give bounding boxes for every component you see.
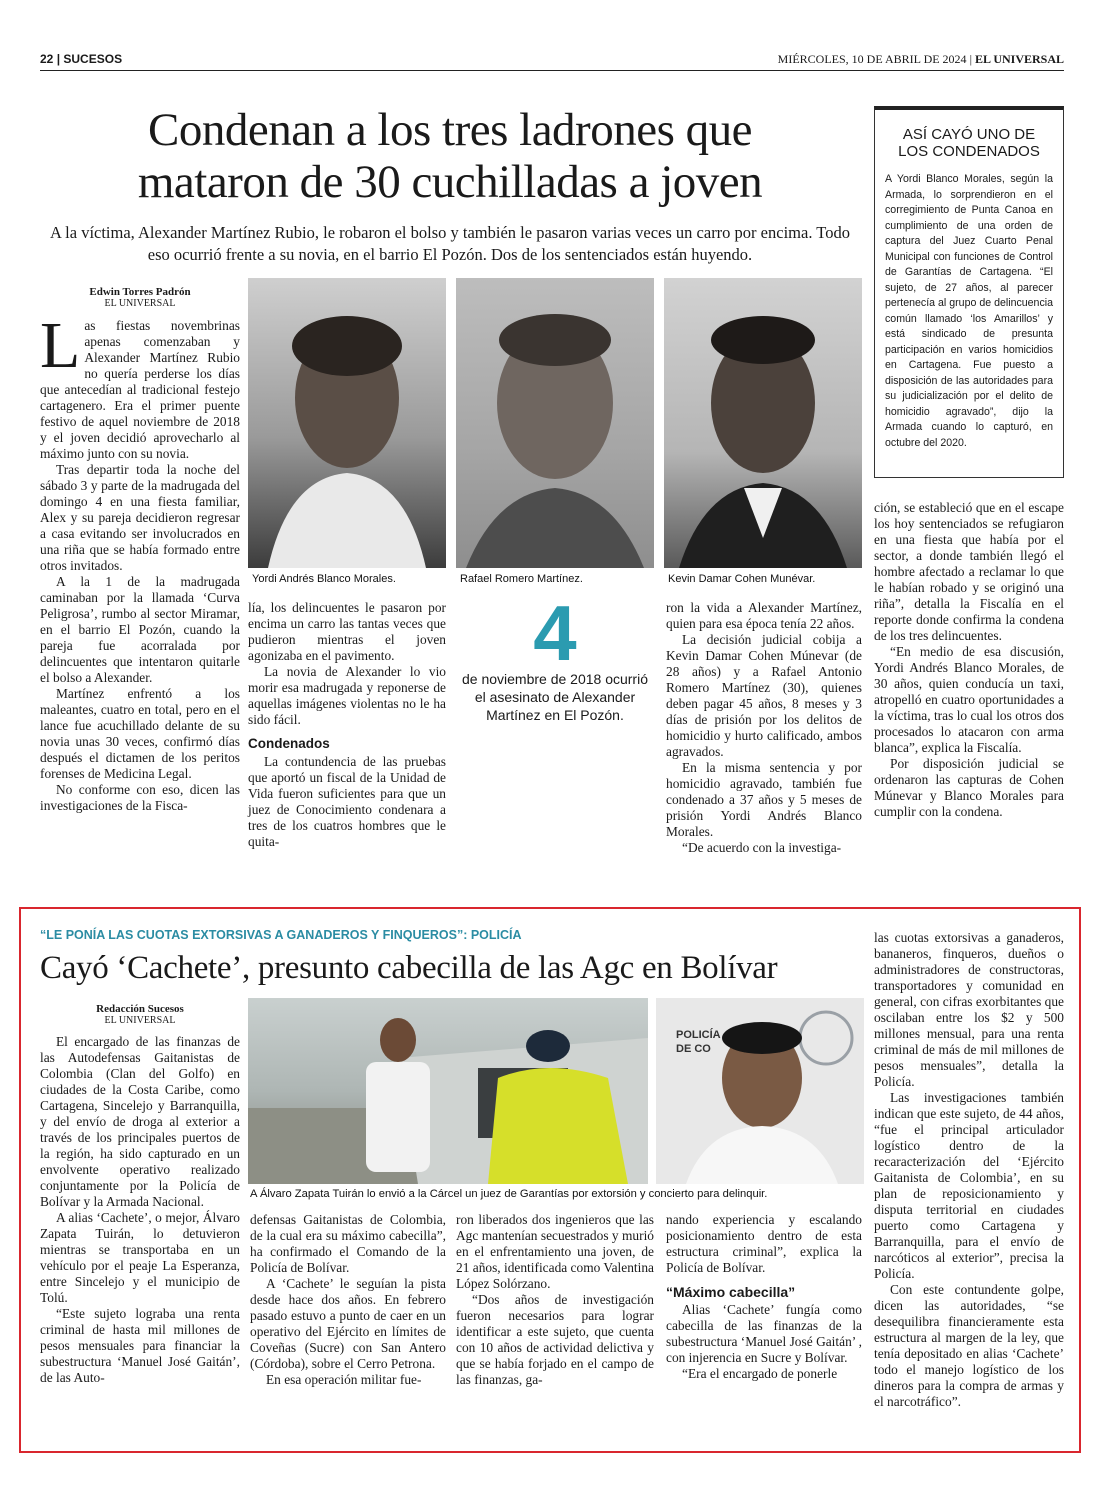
issue-date: MIÉRCOLES, 10 DE ABRIL DE 2024: [777, 52, 967, 66]
article2-col1: [40, 1034, 240, 1386]
article2-photo-caption: A Álvaro Zapata Tuirán lo envió a la Cárcel un juez de Garantías por extorsión y concierto para delinquir.: [250, 1188, 768, 1200]
paragraph: La contundencia de las pruebas que aportó un fiscal de la Unidad de Vida fueron suficientes para que un juez de Conocimiento condenara a tres de los cuatros hombres que le quita-: [248, 754, 446, 849]
byline-author: Redacción Sucesos: [96, 1003, 184, 1015]
paragraph: A ‘Cachete’ le seguían la pista desde hace dos años. En febrero pasado estuvo a punto de caer en un operativo del Ejército en límites de Coveñas (Sucre) con San Antero (Córdoba), sobre el Cerro Petrona.: [250, 1276, 446, 1371]
portrait-silhouette: [664, 278, 862, 568]
newspaper-name: EL UNIVERSAL: [974, 52, 1064, 66]
page-header-right: MIÉRCOLES, 10 DE ABRIL DE 2024 | EL UNIVERSAL: [777, 52, 1064, 66]
byline-author: Edwin Torres Padrón: [89, 286, 191, 298]
sidebar-text: A Yordi Blanco Morales, según la Armada, lo sorprendieron en el corregimiento de Punta Canoa en cumplimiento de una orden de captura del Juez Cuarto Penal Municipal con funciones de Control de Garantías de Cartagena. “El sujeto, de 27 años, al parecer pertenecía al grupo de delincuencia común llamado ‘los Amarillos’ y está sindicado de presunta participación en varios homicidios en Cartagena. Fue puesto a disposición de las autoridades para su judicialización por el delito de homicidio agravado”, dijo la Armada cuando lo capturó, en octubre del 2020.: [885, 173, 1053, 449]
paragraph: El encargado de las finanzas de las Autodefensas Gaitanistas de Colombia (Clan del Golfo) en ciudades de la Costa Caribe, como Cartagena, Sincelejo y Barranquilla, y del envío de droga al exterior a través de los principales puertos de la región, ha sido capturado en un envolvente operativo realizado conjuntamente por la Policía de Bolívar y la Armada Nacional.: [40, 1034, 240, 1209]
byline-org: EL UNIVERSAL: [104, 298, 176, 309]
dropcap: L: [40, 309, 81, 382]
paragraph: lía, los delincuentes le pasaron por encima un carro las tantas veces que pudieron mientras el joven agonizaba en el pavimento.: [248, 600, 446, 663]
paragraph: Con este contundente golpe, dicen las autoridades, “se desequilibra financieramente esta estructura al margen de la ley, que tenía depositado en alias ‘Cachete’ todo el manejo logístico de los dineros para la compra de armas y el narcotráfico”.: [874, 1282, 1064, 1409]
paragraph: La decisión judicial cobija a Kevin Damar Cohen Múnevar (de 28 años) y a Rafael Antonio Romero Martínez (30), quienes deben pagar 45 años, 8 meses y 3 días de prisión por los delitos de homicidio y hurto calificado, ambos agravados.: [666, 632, 862, 759]
section-name: SUCESOS: [63, 52, 123, 66]
paragraph: Alias ‘Cachete’ fungía como cabecilla de las finanzas de la subestructura ‘Manuel José Gaitán’ , con injerencia en Sucre y Bolívar.: [666, 1302, 862, 1365]
article2-col2: [250, 1212, 446, 1388]
stat-number: 4: [533, 589, 577, 677]
sidebar-title: ASÍ CAYÓ UNO DE LOS CONDENADOS: [898, 126, 1040, 160]
article1-col3: [666, 600, 862, 856]
paragraph: ron la vida a Alexander Martínez, quien para esa época tenía 22 años.: [666, 600, 862, 631]
page-header-left: 22 | SUCESOS: [40, 52, 123, 66]
photo-caption-kevin: Kevin Damar Cohen Munévar.: [668, 573, 816, 585]
paragraph: “Era el encargado de ponerle: [682, 1366, 838, 1381]
byline-org: EL UNIVERSAL: [104, 1015, 176, 1026]
article2-col3: [456, 1212, 654, 1388]
photo-rafael: [456, 278, 654, 568]
paragraph: A la 1 de la madrugada caminaban por la llamada ‘Curva Peligrosa’, rumbo al sector Miramar, en el barrio El Pozón, cuando la pareja fue acorralada por delincuentes que intentaron quitarle el bolso a Alexander.: [40, 574, 240, 685]
paragraph: “Dos años de investigación fueron necesarios para lograr identificar a este sujeto, que cuenta con 10 años de actividad delictiva y que se había forjado en el campo de las finanzas, ga-: [456, 1292, 654, 1387]
photo-mugshot: [656, 998, 864, 1184]
photo-caption-yordi: Yordi Andrés Blanco Morales.: [252, 573, 396, 585]
portrait-silhouette: [248, 278, 446, 568]
paragraph: las cuotas extorsivas a ganaderos, bananeros, finqueros, dueños o administradores de constructoras, transportadores y comunidad en general, con cifras exorbitantes que oscilaban entre los $2 y 500 millones mensual, para una renta criminal de más de mil millones de pesos mensuales”, detalla la Policía.: [874, 930, 1064, 1089]
mugshot-figure: [656, 998, 864, 1184]
article1-byline: [40, 286, 240, 309]
paragraph: En la misma sentencia y por homicidio agravado, también fue condenado a 37 años y 5 meses de prisión Yordi Andrés Blanco Morales.: [666, 760, 862, 839]
portrait-silhouette: [456, 278, 654, 568]
article1-col4: [874, 500, 1064, 820]
paragraph: La novia de Alexander lo vio morir esa madrugada y reponerse de aquellas imágenes violentas no le ha sido fácil.: [248, 664, 446, 727]
paragraph: Martínez enfrentó a los maleantes, cuatro en total, pero en el lance fue acuchillado delante de su novia unas 30 veces, confirmó días después el dictamen de los peritos forenses de Medicina Legal.: [40, 686, 240, 781]
photo-yordi: [248, 278, 446, 568]
article2-kicker: “LE PONÍA LAS CUOTAS EXTORSIVAS A GANADEROS Y FINQUEROS”: POLICÍA: [40, 928, 522, 942]
paragraph: ron liberados dos ingenieros que las Agc mantenían secuestrados y murió en el enfrentamiento una joven, de 21 años, identificada como Valentina López Solórzano.: [456, 1212, 654, 1291]
subhead-condenados: Condenados: [248, 736, 330, 751]
article1-col1: [40, 309, 240, 814]
arrest-scene: [248, 998, 648, 1184]
article2-byline: [40, 1003, 240, 1026]
photo-caption-rafael: Rafael Romero Martínez.: [460, 573, 583, 585]
paragraph: Las investigaciones también indican que este sujeto, de 44 años, “fue el principal articulador logístico dentro de la recaracterización del ‘Ejército Gaitanista de Colombia’, en su plan de reposicionamiento y disputa territorial en ciudades puerto como Cartagena y Barranquilla, para el envío de narcóticos al exterior”, precisa la Policía.: [874, 1090, 1064, 1281]
police-sign-text: POLICÍA DE CO: [676, 1029, 721, 1055]
photo-arrest: [248, 998, 648, 1184]
stat-callout: [456, 589, 654, 724]
paragraph: “En medio de esa discusión, Yordi Andrés Blanco Morales, de 30 años, quien conducía un taxi, atropelló en cuatro oportunidades a la víctima, tras lo cual los otros dos procesados lo atacaron con arma blanca”, explica la Fiscalía.: [874, 644, 1064, 755]
paragraph: En esa operación militar fue-: [266, 1372, 422, 1387]
header-rule: [40, 70, 1064, 71]
article1-headline: [40, 104, 860, 208]
stat-text: de noviembre de 2018 ocurrió el asesinato de Alexander Martínez en El Pozón.: [461, 671, 648, 723]
paragraph: ción, se estableció que en el escape los hoy sentenciados se refugiaron en una fiesta que había por el sector, a donde también llegó el hombre afectado a reclamar lo que le habían robado y se originó una riña”, detalla la Fiscalía en el reporte donde confirma la condena de los tres delincuentes.: [874, 500, 1064, 643]
paragraph: Tras departir toda la noche del sábado 3 y parte de la madrugada del domingo 4 en una fiesta familiar, Alex y su pareja decidieron regresar a casa evitando ser involucrados en una riña que se había formado entre otros invitados.: [40, 462, 240, 573]
article2-col5: [874, 930, 1064, 1410]
page-number: 22: [40, 52, 54, 66]
paragraph: Por disposición judicial se ordenaron las capturas de Cohen Múnevar y Blanco Morales para cumplir con la condena.: [874, 756, 1064, 819]
article2-col4: [666, 1212, 862, 1382]
paragraph: nando experiencia y escalando posicionamiento dentro de esta estructura criminal”, explica la Policía de Bolívar.: [666, 1212, 862, 1275]
article1-deck: A la víctima, Alexander Martínez Rubio, le robaron el bolso y también le pasaron varias veces un carro por encima. Todo eso ocurrió frente a su novia, en el barrio El Pozón. Dos de los sentenciados están huyendo.: [50, 223, 850, 264]
photo-kevin: [664, 278, 862, 568]
article2-headline: Cayó ‘Cachete’, presunto cabecilla de las Agc en Bolívar: [40, 950, 778, 986]
paragraph: “Este sujeto lograba una renta criminal de hasta mil millones de pesos mensuales para financiar la subestructura ‘Manuel José Gaitán’, de las Auto-: [40, 1306, 240, 1385]
paragraph: No conforme con eso, dicen las investigaciones de la Fisca-: [40, 782, 240, 813]
subhead-maximo-cabecilla: “Máximo cabecilla”: [666, 1284, 796, 1300]
headline-line-2: mataron de 30 cuchilladas a joven: [137, 156, 763, 208]
paragraph: as fiestas novembrinas apenas comenzaban y Alexander Martínez Rubio no quería perderse los días que antecedían al tradicional festejo cartagenero. Era el primer puente festivo de aquel noviembre de 2018 y el joven decidió aprovecharlo al máximo junto con su novia.: [40, 318, 240, 461]
sidebar-box: [874, 106, 1064, 478]
paragraph: “De acuerdo con la investiga-: [682, 840, 842, 855]
article1-col2: [248, 600, 446, 850]
headline-line-1: Condenan a los tres ladrones que: [148, 104, 752, 156]
paragraph: defensas Gaitanistas de Colombia, de la cual era su máximo cabecilla”, ha confirmado el Comando de la Policía de Bolívar.: [250, 1212, 446, 1275]
paragraph: A alias ‘Cachete’, o mejor, Álvaro Zapata Tuirán, lo detuvieron mientras se transportaba en un vehículo por el peaje La Esperanza, entre Sincelejo y el municipio de Tolú.: [40, 1210, 240, 1305]
